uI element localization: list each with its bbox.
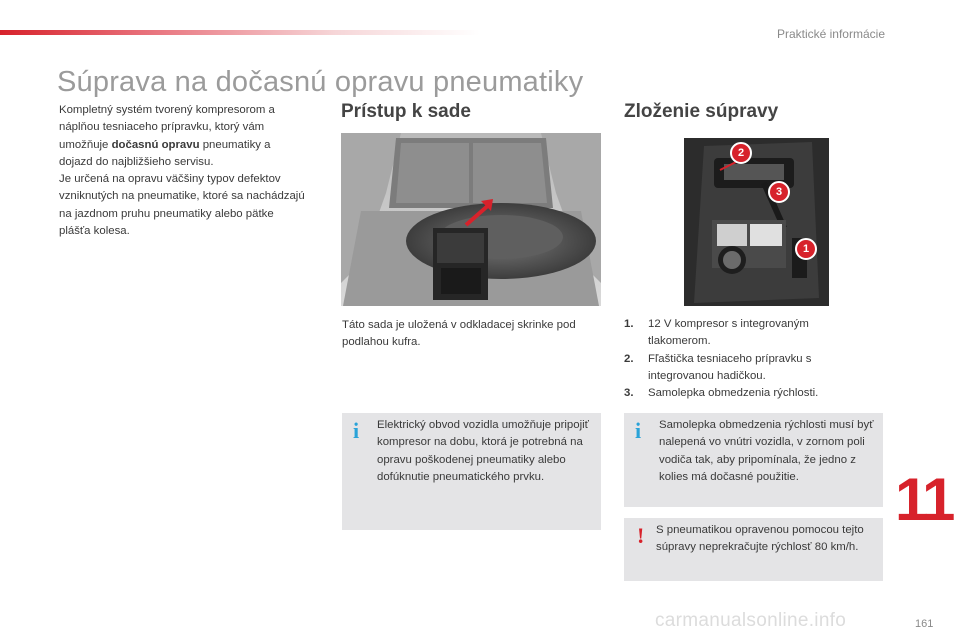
page-number: 161 <box>915 618 934 630</box>
chapter-number: 11 <box>895 466 953 533</box>
access-heading: Prístup k sade <box>341 101 471 122</box>
access-description: Táto sada je uložená v odkladacej skrinke pod podlahou kufra. <box>342 319 576 349</box>
list-item: 2. Fľaštička tesniaceho prípravku s integrovanou hadičkou. <box>624 352 812 382</box>
header-accent-bar <box>0 30 480 35</box>
access-info-box <box>342 413 601 530</box>
list-item: 1. 12 V kompresor s integrovaným tlakomerom. <box>624 318 809 348</box>
page-title: Súprava na dočasnú opravu pneumatiky <box>57 66 584 98</box>
info-icon: i <box>635 418 642 443</box>
marker-1: 1 <box>795 238 817 260</box>
access-info-text: Elektrický obvod vozidla umožňuje pripojiť kompresor na dobu, ktorá je potrebná na opravu poškodenej pneumatiky alebo dofúknutie pneumatického prvku. <box>377 419 589 483</box>
composition-heading: Zloženie súpravy <box>624 101 779 122</box>
composition-info-box <box>624 413 883 507</box>
intro-paragraph-1: Kompletný systém tvorený kompresorom a náplňou tesniaceho prípravku, ktorý vám umožňuje dočasnú opravu pneumatiky a dojazd do najbližšieho servisu. <box>59 104 275 168</box>
section-header: Praktické informácie <box>776 27 885 41</box>
info-icon: i <box>353 418 360 443</box>
kit-photo <box>684 138 829 306</box>
warning-icon: ! <box>637 523 645 548</box>
intro-paragraph-2: Je určená na opravu väčšiny typov defektov vzniknutých na pneumatike, ktoré sa nachádzajú na jazdnom pruhu pneumatiky alebo pätke plášťa kolesa. <box>59 173 305 238</box>
intro-text <box>59 102 307 240</box>
list-item: 3. Samolepka obmedzenia rýchlosti. <box>624 387 819 400</box>
marker-2: 2 <box>730 142 752 164</box>
trunk-photo <box>341 133 601 306</box>
composition-info-text: Samolepka obmedzenia rýchlosti musí byť nalepená vo vnútri vozidla, v zornom poli vodiča tak, aby pripomínala, že jedno z kolies má dočasné použitie. <box>659 419 874 483</box>
parts-list <box>624 316 874 402</box>
watermark: carmanualsonline.info <box>655 610 847 631</box>
marker-3: 3 <box>768 181 790 203</box>
warning-text: S pneumatikou opravenou pomocou tejto súpravy neprekračujte rýchlosť 80 km/h. <box>656 524 864 554</box>
warning-box <box>624 518 883 581</box>
